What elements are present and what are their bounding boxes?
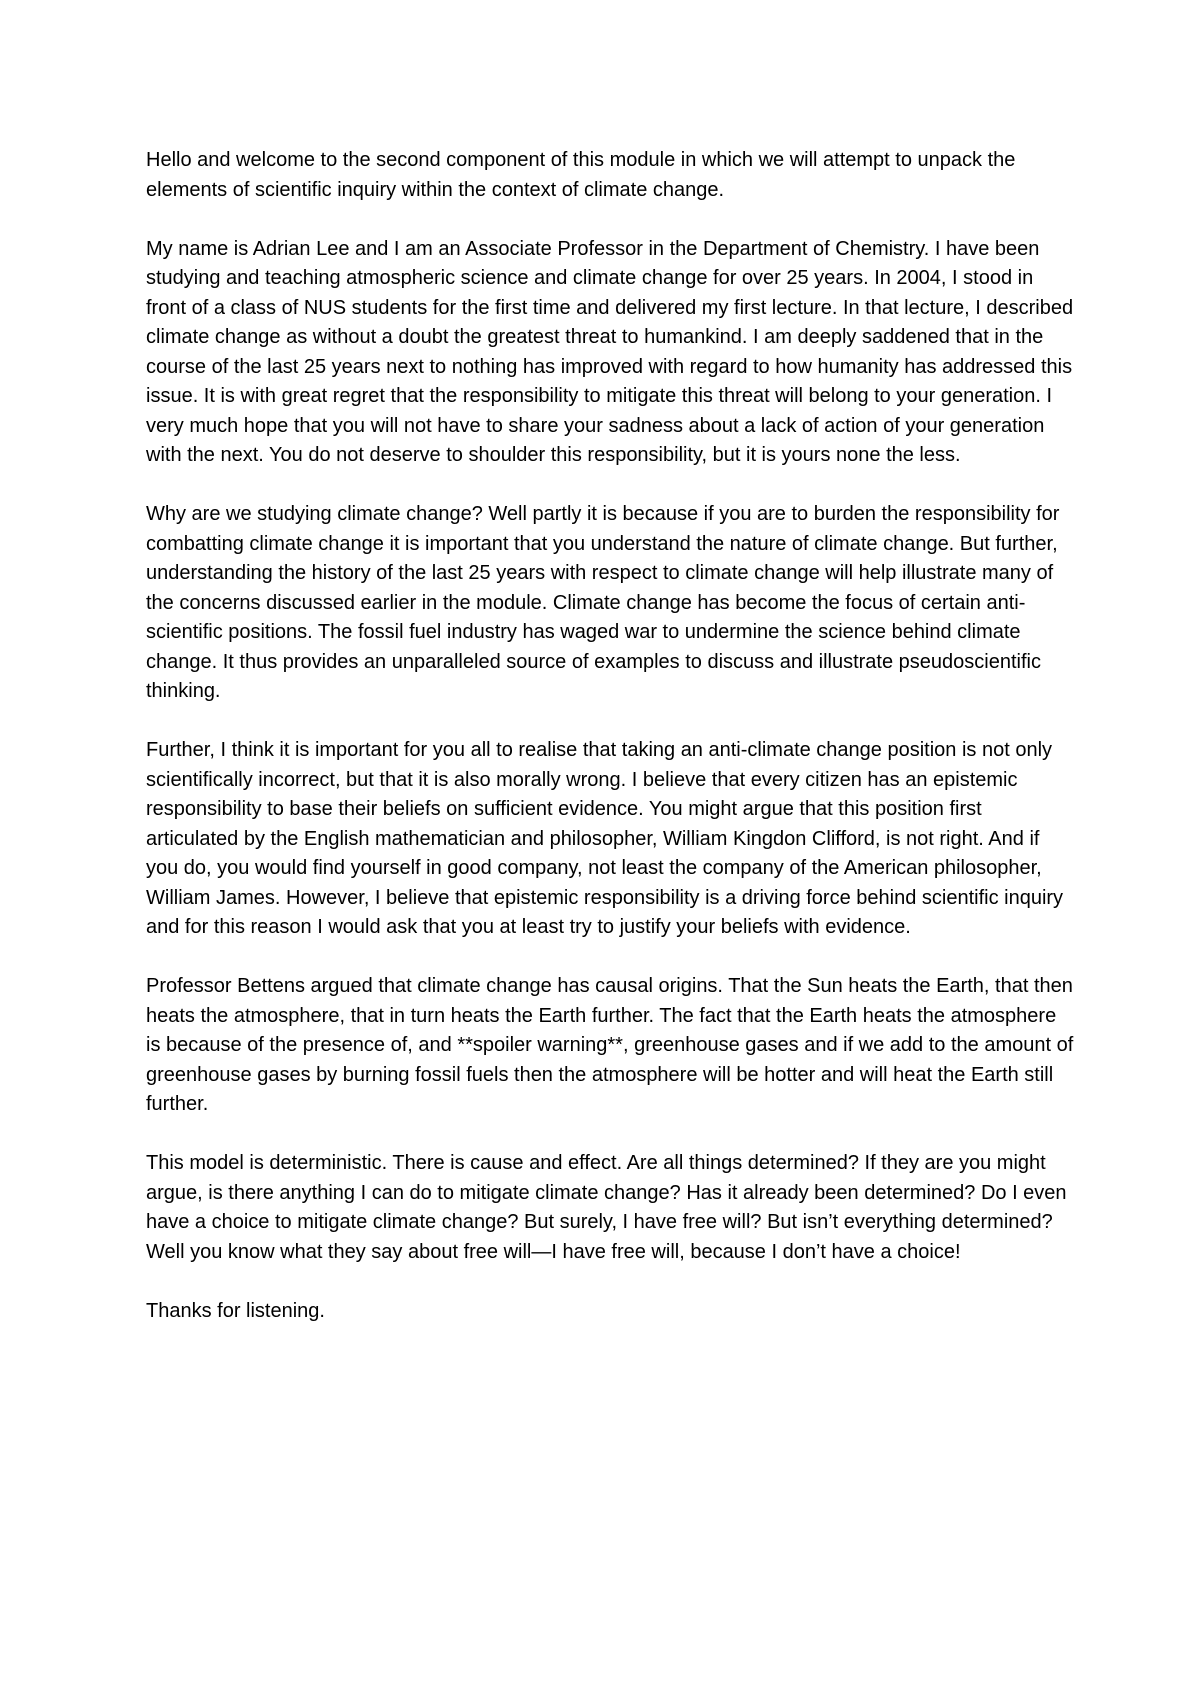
paragraph-closing: Thanks for listening.: [146, 1299, 325, 1322]
paragraph-intro: Hello and welcome to the second component of this module in which we will attempt to unpack the elements of scientific inquiry within the context of climate change.: [146, 149, 1016, 201]
paragraph-why-study-climate-change: Why are we studying climate change? Well partly it is because if you are to burden the responsibility for combatting climate change it is important that you understand the nature of climate change. But further, understanding the history of the last 25 years with respect to climate change will help illustrate many of the concerns discussed earlier in the module. Climate change has become the focus of certain anti-scientific positions. The fossil fuel industry has waged war to undermine the science behind climate change. It thus provides an unparalleled source of examples to discuss and illustrate pseudoscientific thinking.: [146, 503, 1060, 702]
paragraph-causal-origins: Professor Bettens argued that climate change has causal origins. That the Sun heats the Earth, that then heats the atmosphere, that in turn heats the Earth further. The fact that the Earth heats the atmosphere is because of the presence of, and **spoiler warning**, greenhouse gases and if we add to the amount of greenhouse gases by burning fossil fuels then the atmosphere will be hotter and will heat the Earth still further.: [146, 975, 1074, 1115]
paragraph-introduction-of-speaker: My name is Adrian Lee and I am an Associate Professor in the Department of Chemistry. I have been studying and teaching atmospheric science and climate change for over 25 years. In 2004, I stood in front of a class of NUS students for the first time and delivered my first lecture. In that lecture, I described climate change as without a doubt the greatest threat to humankind. I am deeply saddened that in the course of the last 25 years next to nothing has improved with regard to how humanity has addressed this issue. It is with great regret that the responsibility to mitigate this threat will belong to your generation. I very much hope that you will not have to share your sadness about a lack of action of your generation with the next. You do not deserve to shoulder this responsibility, but it is yours none the less.: [146, 237, 1074, 466]
paragraph-epistemic-responsibility: Further, I think it is important for you all to realise that taking an anti-climate change position is not only scientifically incorrect, but that it is also morally wrong. I believe that every citizen has an epistemic responsibility to base their beliefs on sufficient evidence. You might argue that this position first articulated by the English mathematician and philosopher, William Kingdon Clifford, is not right. And if you do, you would find yourself in good company, not least the company of the American philosopher, William James. However, I believe that epistemic responsibility is a driving force behind scientific inquiry and for this reason I would ask that you at least try to justify your beliefs with evidence.: [146, 739, 1064, 938]
document-body: [146, 146, 1076, 1326]
paragraph-determinism: This model is deterministic. There is cause and effect. Are all things determined? If they are you might argue, is there anything I can do to mitigate climate change? Has it already been determined? Do I even have a choice to mitigate climate change? But surely, I have free will? But isn’t everything determined? Well you know what they say about free will—I have free will, because I don’t have a choice!: [146, 1152, 1067, 1263]
